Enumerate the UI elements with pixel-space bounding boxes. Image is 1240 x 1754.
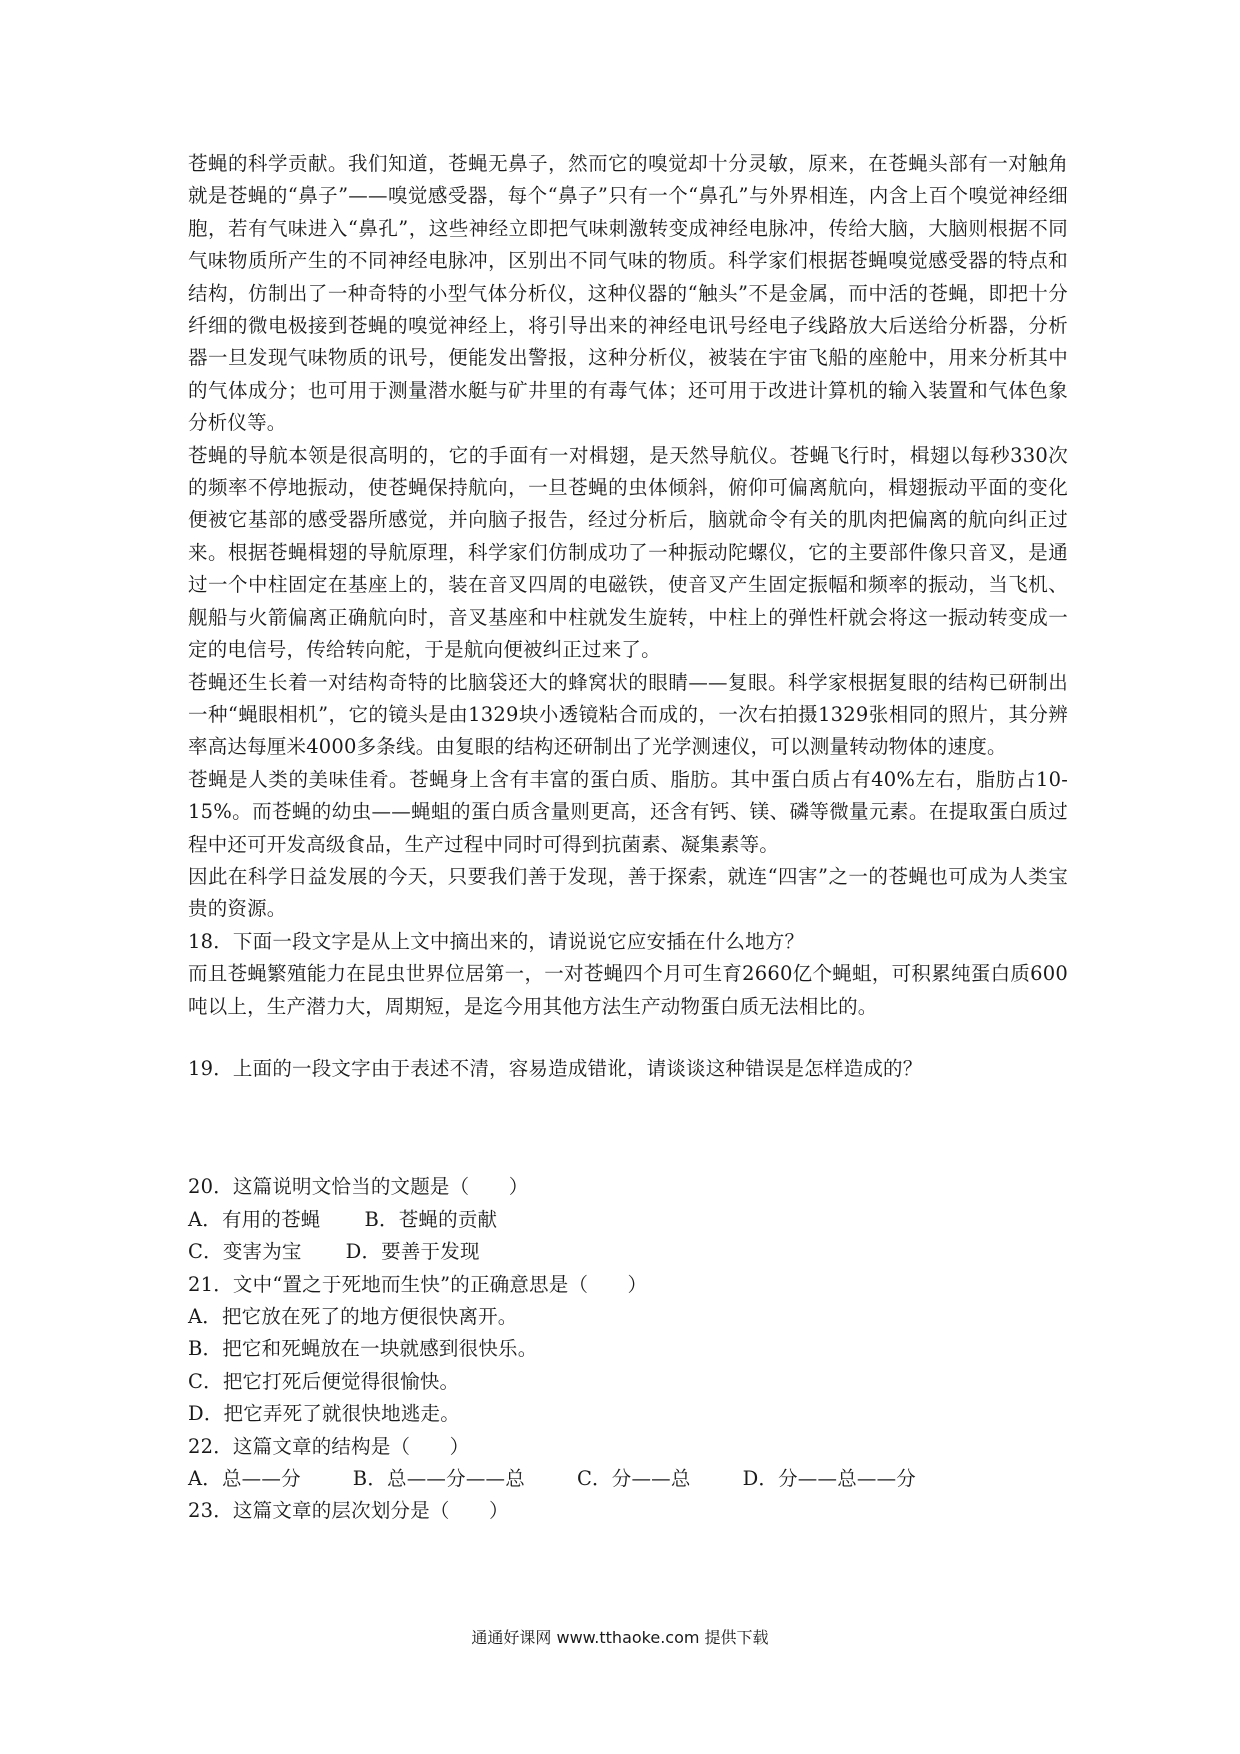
option-d: D．分——总——分 xyxy=(742,1467,916,1491)
question-20-options-row-2 xyxy=(188,1236,1068,1268)
question-23: 23．这篇文章的层次划分是（ ） xyxy=(188,1499,509,1523)
option-b: B．把它和死蝇放在一块就感到很快乐。 xyxy=(188,1337,538,1361)
question-22: 22．这篇文章的结构是（ ） xyxy=(188,1434,470,1458)
option-d: D．把它弄死了就很快地逃走。 xyxy=(188,1402,460,1426)
option-a: A．总——分 xyxy=(188,1467,301,1491)
question-20: 20．这篇说明文恰当的文题是（ ） xyxy=(188,1175,529,1199)
document-body xyxy=(188,148,1068,1528)
question-20-options-row-1 xyxy=(188,1204,1068,1236)
paragraph-navigation: 苍蝇的导航本领是很高明的，它的手面有一对楫翅，是天然导航仪。苍蝇飞行时，楫翅以每秒330次的频率不停地振动，使苍蝇保持航向，一旦苍蝇的虫体倾斜，俯仰可偏离航向，楫翅振动平面的变化便被它基部的感受器所感觉，并向脑子报告，经过分析后，脑就命令有关的肌肉把偏离的航向纠正过来。根据苍蝇楫翅的导航原理，科学家们仿制成功了一种振动陀螺仪，它的主要部件像只音叉，是通过一个中柱固定在基座上的，装在音叉四周的电磁铁，使音叉产生固定振幅和频率的振动，当飞机、舰船与火箭偏离正确航向时，音叉基座和中柱就发生旋转，中柱上的弹性杆就会将这一振动转变成一定的电信号，传给转向舵，于是航向便被纠正过来了。 xyxy=(188,443,1068,662)
paragraph-compound-eye: 苍蝇还生长着一对结构奇特的比脑袋还大的蜂窝状的眼睛——复眼。科学家根据复眼的结构已研制出一种“蝇眼相机”，它的镜头是由1329块小透镜粘合而成的，一次右拍摄1329张相同的照片，其分辨率高达每厘米4000多条线。由复眼的结构还研制出了光学测速仪，可以测量转动物体的速度。 xyxy=(188,670,1068,759)
paragraph-conclusion: 因此在科学日益发展的今天，只要我们善于发现，善于探索，就连“四害”之一的苍蝇也可成为人类宝贵的资源。 xyxy=(188,864,1068,921)
question-22-options xyxy=(188,1463,1068,1495)
paragraph-food-value: 苍蝇是人类的美味佳肴。苍蝇身上含有丰富的蛋白质、脂肪。其中蛋白质占有40%左右，脂肪占10-15%。而苍蝇的幼虫——蝇蛆的蛋白质含量则更高，还含有钙、镁、磷等微量元素。在提取蛋白质过程中还可开发高级食品，生产过程中同时可得到抗菌素、凝集素等。 xyxy=(188,767,1068,856)
option-d: D．要善于发现 xyxy=(345,1240,480,1264)
spacer xyxy=(188,1023,1068,1053)
page-footer: 通通好课网 www.tthaoke.com 提供下载 xyxy=(471,1628,769,1647)
option-a: A．把它放在死了的地方便很快离开。 xyxy=(188,1305,518,1328)
option-a: A．有用的苍蝇 xyxy=(188,1207,321,1231)
question-19: 19．上面的一段文字由于表述不清，容易造成错讹，请谈谈这种错误是怎样造成的？ xyxy=(188,1056,923,1080)
question-18: 18．下面一段文字是从上文中摘出来的，请说说它应安插在什么地方？ xyxy=(188,929,805,953)
option-c: C．把它打死后便觉得很愉快。 xyxy=(188,1369,460,1393)
option-b: B．苍蝇的贡献 xyxy=(364,1207,498,1231)
option-c: C．分——总 xyxy=(576,1467,691,1491)
option-b: B．总——分——总 xyxy=(352,1467,525,1491)
question-21: 21．文中“置之于死地而生快”的正确意思是（ ） xyxy=(188,1272,648,1296)
question-18-passage: 而且苍蝇繁殖能力在昆虫世界位居第一，一对苍蝇四个月可生育2660亿个蝇蛆，可积累纯蛋白质600吨以上，生产潜力大，周期短，是迄今用其他方法生产动物蛋白质无法相比的。 xyxy=(188,962,1068,1018)
answer-space xyxy=(188,1085,1068,1171)
paragraph-scientific-contribution: 苍蝇的科学贡献。我们知道，苍蝇无鼻子，然而它的嗅觉却十分灵敏，原来，在苍蝇头部有一对触角就是苍蝇的“鼻子”——嗅觉感受器，每个“鼻子”只有一个“鼻孔”与外界相连，内含上百个嗅觉神经细胞，若有气味进入“鼻孔”，这些神经立即把气味刺激转变成神经电脉冲，传给大脑，大脑则根据不同气味物质所产生的不同神经电脉冲，区别出不同气味的物质。科学家们根据苍蝇嗅觉感受器的特点和结构，仿制出了一种奇特的小型气体分析仪，这种仪器的“触头”不是金属，而中活的苍蝇，即把十分纤细的微电极接到苍蝇的嗅觉神经上，将引导出来的神经电讯号经电子线路放大后送给分析器，分析器一旦发现气味物质的讯号，便能发出警报，这种分析仪，被装在宇宙飞船的座舱中，用来分析其中的气体成分；也可用于测量潜水艇与矿井里的有毒气体；还可用于改进计算机的输入装置和气体色象分析仪等。 xyxy=(188,152,1068,435)
option-c: C．变害为宝 xyxy=(188,1240,302,1264)
